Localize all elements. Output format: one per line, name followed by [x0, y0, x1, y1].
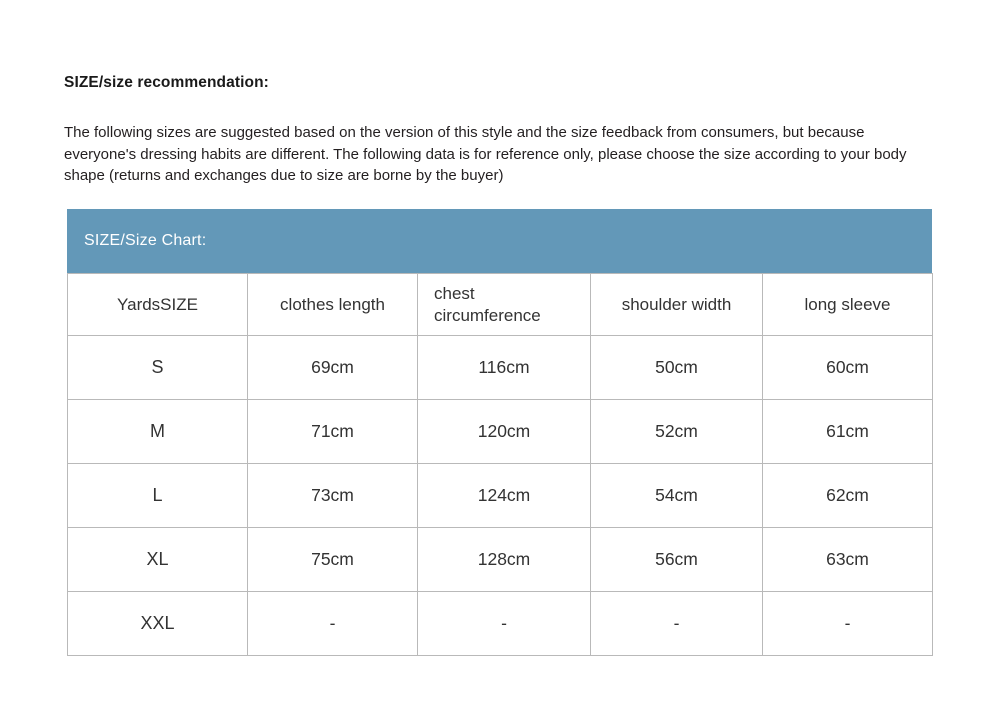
cell-size: XXL — [68, 592, 248, 656]
page-title: SIZE/size recommendation: — [64, 74, 269, 91]
cell-clothes-length: 75cm — [248, 528, 418, 592]
column-header-long-sleeve: long sleeve — [763, 274, 933, 336]
cell-chest-circumference: 116cm — [418, 336, 591, 400]
chart-title-bar — [67, 209, 932, 273]
table-row — [68, 400, 933, 464]
cell-shoulder-width: 52cm — [591, 400, 763, 464]
cell-chest-circumference: 128cm — [418, 528, 591, 592]
size-chart — [67, 209, 932, 656]
cell-shoulder-width: - — [591, 592, 763, 656]
cell-clothes-length: 73cm — [248, 464, 418, 528]
cell-long-sleeve: - — [763, 592, 933, 656]
cell-shoulder-width: 50cm — [591, 336, 763, 400]
column-header-chest-circumference — [418, 274, 591, 336]
column-header-shoulder-width: shoulder width — [591, 274, 763, 336]
cell-size: M — [68, 400, 248, 464]
cell-clothes-length: 69cm — [248, 336, 418, 400]
chart-title: SIZE/Size Chart: — [84, 232, 207, 249]
column-header-size: YardsSIZE — [68, 274, 248, 336]
cell-chest-circumference: - — [418, 592, 591, 656]
cell-size: L — [68, 464, 248, 528]
table-row — [68, 336, 933, 400]
cell-long-sleeve: 61cm — [763, 400, 933, 464]
intro-paragraph: The following sizes are suggested based on the version of this style and the size feedback from consumers, but because everyone's dressing habits are different. The following data is for reference only, please choose the size according to your body shape (returns and exchanges due to size are borne by the buyer) — [64, 124, 907, 184]
cell-clothes-length: 71cm — [248, 400, 418, 464]
cell-long-sleeve: 63cm — [763, 528, 933, 592]
table-header-row — [68, 274, 933, 336]
cell-shoulder-width: 54cm — [591, 464, 763, 528]
cell-size: XL — [68, 528, 248, 592]
cell-clothes-length: - — [248, 592, 418, 656]
cell-long-sleeve: 60cm — [763, 336, 933, 400]
size-table — [67, 273, 933, 656]
column-header-chest-circumference-label: chest circumference — [434, 283, 541, 325]
table-row — [68, 464, 933, 528]
cell-chest-circumference: 124cm — [418, 464, 591, 528]
cell-shoulder-width: 56cm — [591, 528, 763, 592]
cell-chest-circumference: 120cm — [418, 400, 591, 464]
column-header-clothes-length: clothes length — [248, 274, 418, 336]
cell-size: S — [68, 336, 248, 400]
cell-long-sleeve: 62cm — [763, 464, 933, 528]
table-row — [68, 592, 933, 656]
table-row — [68, 528, 933, 592]
